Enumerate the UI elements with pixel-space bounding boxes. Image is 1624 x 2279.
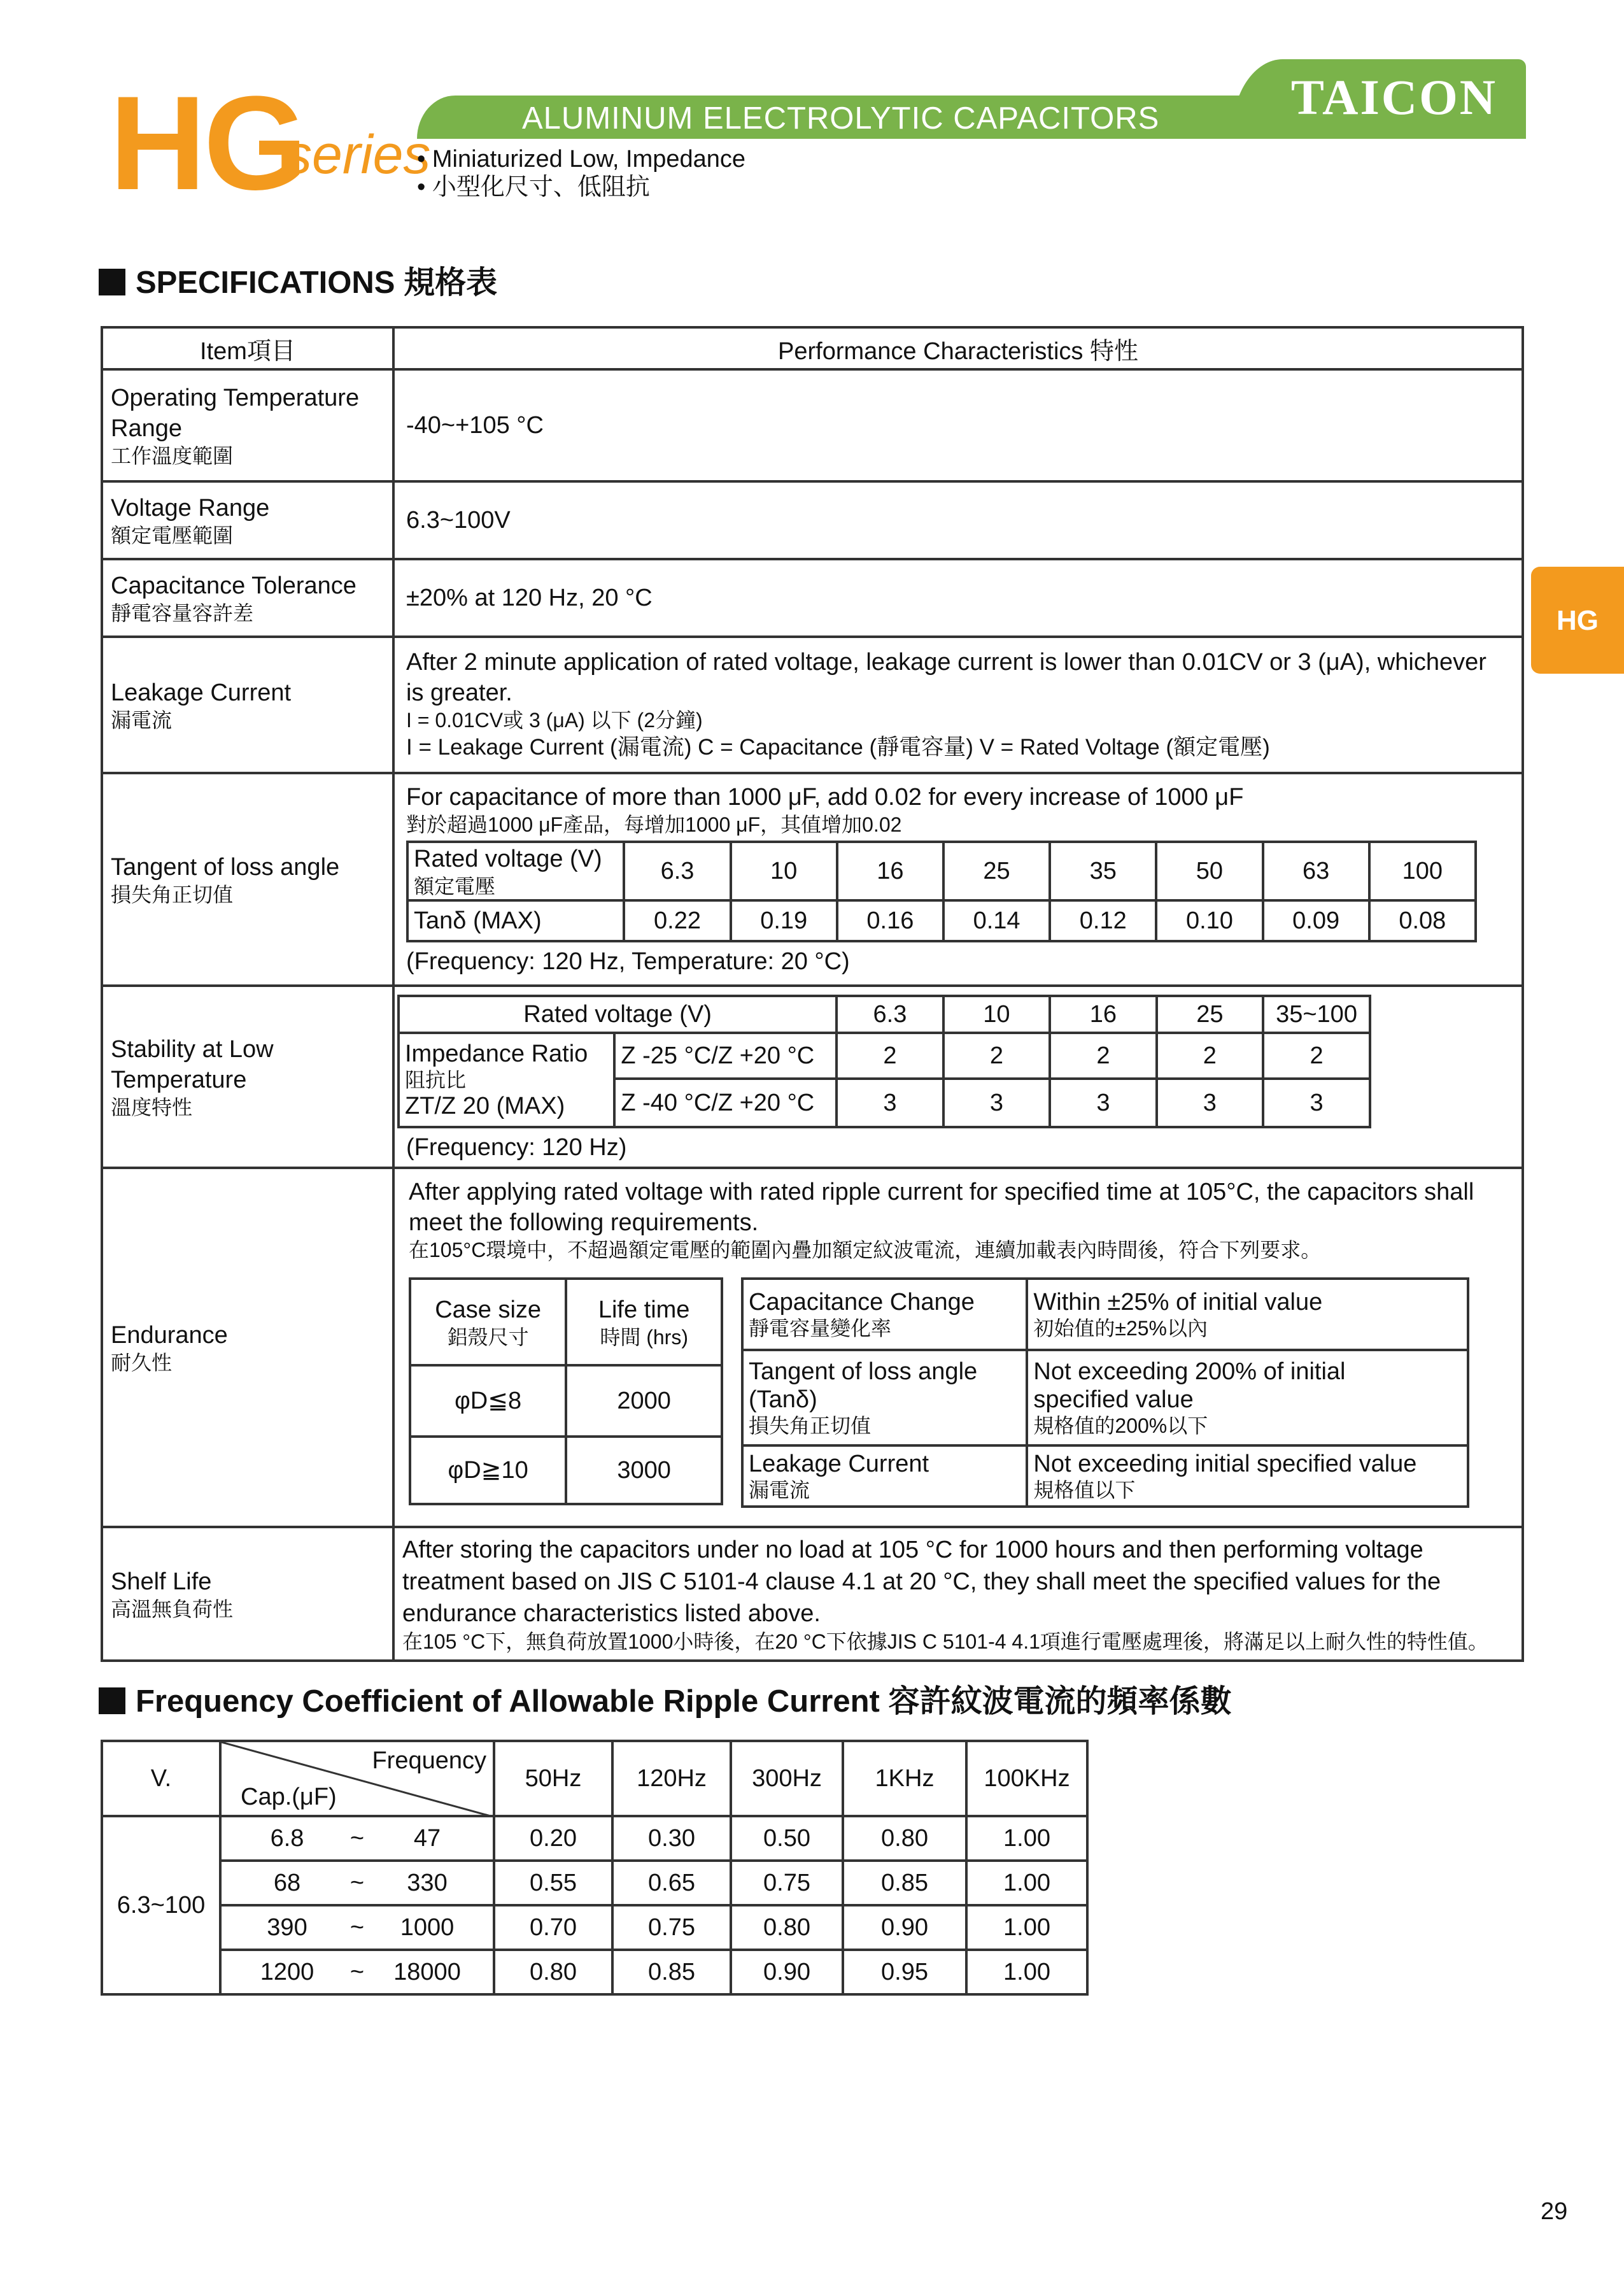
coef-value: 0.85 — [843, 1861, 966, 1905]
freq-header: 1KHz — [843, 1741, 966, 1816]
coef-value: 0.90 — [843, 1905, 966, 1950]
feature-line-1: • Miniaturized Low, Impedance — [417, 146, 746, 173]
life-time-label-cn: 時間 (hrs) — [600, 1326, 688, 1349]
endurance-requirements-table — [741, 1277, 1469, 1508]
req-value-cn: 規格值以下 — [1033, 1479, 1136, 1502]
tolerance-value: ±20% at 120 Hz, 20 °C — [393, 559, 1523, 637]
coef-value: 0.85 — [612, 1950, 731, 1994]
coef-value: 0.55 — [494, 1861, 612, 1905]
req-item: Capacitance Change — [749, 1289, 975, 1316]
shelf-text-cn: 在105 °C下，無負荷放置1000小時後，在20 °C下依據JIS C 5101-4 4.1項進行電壓處理後，將滿足以上耐久性的特性值。 — [402, 1630, 1488, 1653]
endurance-label: Endurance — [111, 1322, 228, 1349]
coef-value: 0.80 — [843, 1816, 966, 1861]
stab-imp-label: Impedance Ratio — [405, 1040, 588, 1067]
stab-row2-value: 3 — [943, 1079, 1050, 1127]
shelf-label: Shelf Life — [111, 1568, 212, 1595]
tan-voltage: 6.3 — [624, 842, 730, 900]
req-value-cn: 規格值的200%以下 — [1033, 1414, 1208, 1437]
tan-voltage: 35 — [1050, 842, 1156, 900]
cap-min: 1200 — [260, 1958, 314, 1985]
stab-row2-value: 3 — [1157, 1079, 1263, 1127]
stability-table — [397, 995, 1371, 1128]
operating-label: Operating Temperature Range — [111, 385, 360, 442]
leakage-legend: I = Leakage Current (漏電流) C = Capacitance (靜電容量) V = Rated Voltage (額定電壓) — [406, 735, 1270, 760]
life-time-label: Life time — [598, 1296, 690, 1323]
v-header: V. — [102, 1741, 220, 1816]
coef-value: 1.00 — [966, 1950, 1087, 1994]
cap-min: 390 — [267, 1913, 307, 1941]
freq-header: 300Hz — [731, 1741, 843, 1816]
cap-max: 1000 — [400, 1913, 455, 1941]
req-value: Not exceeding initial specified value — [1033, 1451, 1417, 1477]
stab-imp-label-cn: 阻抗比 — [405, 1069, 467, 1091]
side-tab-label: HG — [1557, 605, 1599, 636]
tan-value: 0.22 — [624, 900, 730, 941]
tangent-label-cn: 損失角正切值 — [111, 883, 234, 906]
cap-range — [220, 1816, 494, 1861]
shelf-text: After storing the capacitors under no load at 105 °C for 1000 hours and then performing voltage treatment based on JIS C 5101-4 clause 4.1 at 20 °C, they shall meet the specified values for the endurance characteristics listed above. — [402, 1537, 1441, 1627]
coef-value: 0.65 — [612, 1861, 731, 1905]
freq-header: 50Hz — [494, 1741, 612, 1816]
stab-row1-label: Z -25 °C/Z +20 °C — [614, 1033, 837, 1079]
row-stability-low-temperature — [102, 986, 1523, 1168]
coef-value: 0.95 — [843, 1950, 966, 1994]
tangent-note-cn: 對於超過1000 μF產品，每增加1000 μF，其值增加0.02 — [406, 813, 902, 836]
stab-voltage: 25 — [1157, 996, 1263, 1033]
leakage-text: After 2 minute application of rated voltage, leakage current is lower than 0.01CV or 3 (μA), whichever is greater. — [406, 649, 1486, 706]
freq-cap-header — [220, 1741, 494, 1816]
side-tab[interactable] — [1531, 567, 1624, 674]
stab-row1-value: 2 — [1050, 1033, 1156, 1079]
case-size: φD≧10 — [410, 1437, 566, 1504]
req-item-cn: 漏電流 — [749, 1479, 810, 1502]
tangent-frequency-note: (Frequency: 120 Hz, Temperature: 20 °C) — [406, 948, 850, 975]
endurance-label-cn: 耐久性 — [111, 1351, 173, 1374]
tan-rv-label-cn: 額定電壓 — [414, 875, 496, 898]
cap-min: 6.8 — [270, 1824, 304, 1852]
req-item: Tangent of loss angle (Tanδ) — [749, 1358, 978, 1413]
stab-voltage: 35~100 — [1263, 996, 1370, 1033]
stab-voltage: 6.3 — [837, 996, 943, 1033]
stab-voltage: 10 — [943, 996, 1050, 1033]
spec-heading-text: SPECIFICATIONS 規格表 — [136, 266, 498, 300]
case-size: φD≦8 — [410, 1365, 566, 1437]
freq-header: 100KHz — [966, 1741, 1087, 1816]
operating-label-cn: 工作溫度範圍 — [111, 444, 234, 467]
case-life-table — [409, 1277, 723, 1505]
tan-value: 0.08 — [1369, 900, 1476, 941]
stab-voltage: 16 — [1050, 996, 1156, 1033]
cap-range — [220, 1950, 494, 1994]
coef-value: 1.00 — [966, 1816, 1087, 1861]
stab-row1-value: 2 — [837, 1033, 943, 1079]
banner-title: ALUMINUM ELECTROLYTIC CAPACITORS — [522, 101, 1160, 136]
req-item-cn: 靜電容量變化率 — [749, 1317, 892, 1340]
spec-heading — [99, 265, 497, 301]
stab-row1-value: 2 — [943, 1033, 1050, 1079]
coef-value: 0.80 — [731, 1905, 843, 1950]
voltage-range-cell: 6.3~100 — [102, 1816, 220, 1994]
coef-value: 0.20 — [494, 1816, 612, 1861]
life-time: 3000 — [566, 1437, 722, 1504]
tangent-note: For capacitance of more than 1000 μF, add 0.02 for every increase of 1000 μF — [406, 784, 1244, 811]
req-value: Within ±25% of initial value — [1033, 1289, 1323, 1316]
tangent-label: Tangent of loss angle — [111, 854, 340, 881]
tan-voltage: 16 — [837, 842, 943, 900]
cap-tilde: ~ — [350, 1824, 365, 1852]
row-operating-temperature — [102, 369, 1523, 481]
tan-voltage: 50 — [1156, 842, 1262, 900]
shelf-label-cn: 高溫無負荷性 — [111, 1598, 234, 1621]
cap-tilde: ~ — [350, 1913, 365, 1941]
leakage-label: Leakage Current — [111, 679, 292, 706]
row-voltage-range — [102, 481, 1523, 559]
cap-max: 47 — [413, 1824, 441, 1852]
page-number: 29 — [1541, 2198, 1568, 2225]
ripple-heading-text: Frequency Coefficient of Allowable Ripple Current 容許紋波電流的頻率係數 — [136, 1684, 1232, 1719]
tan-value: 0.19 — [731, 900, 837, 941]
req-item: Leakage Current — [749, 1451, 929, 1477]
cap-max: 330 — [407, 1869, 448, 1896]
tan-voltage: 25 — [943, 842, 1050, 900]
stab-row2-value: 3 — [1050, 1079, 1156, 1127]
stab-zt-label: ZT/Z 20 (MAX) — [405, 1093, 565, 1119]
stab-row2-label: Z -40 °C/Z +20 °C — [614, 1079, 837, 1127]
coef-value: 1.00 — [966, 1905, 1087, 1950]
cap-label: Cap.(μF) — [241, 1784, 337, 1810]
ripple-heading — [99, 1684, 1231, 1719]
row-endurance — [102, 1168, 1523, 1527]
cap-tilde: ~ — [350, 1958, 365, 1985]
tan-value: 0.14 — [943, 900, 1050, 941]
col-header-item: Item項目 — [102, 327, 393, 369]
feature-line-2: • 小型化尺寸、低阻抗 — [417, 174, 650, 201]
endurance-intro: After applying rated voltage with rated ripple current for specified time at 105°C, the capacitors shall meet the following requirements. — [409, 1179, 1474, 1236]
coef-value: 0.70 — [494, 1905, 612, 1950]
stab-row2-value: 3 — [837, 1079, 943, 1127]
cap-range — [220, 1905, 494, 1950]
ripple-coefficient-table — [101, 1740, 1089, 1996]
case-size-label-cn: 鋁殼尺寸 — [447, 1326, 529, 1349]
stability-label: Stability at Low Temperature — [111, 1036, 274, 1093]
row-shelf-life — [102, 1527, 1523, 1661]
voltage-label-cn: 額定電壓範圍 — [111, 524, 234, 547]
operating-value: -40~+105 °C — [393, 369, 1523, 481]
tan-rv-label: Rated voltage (V) — [414, 846, 602, 872]
tan-voltage: 100 — [1369, 842, 1476, 900]
col-header-performance: Performance Characteristics 特性 — [393, 327, 1523, 369]
row-tangent-loss-angle — [102, 773, 1523, 986]
req-value-cn: 初始值的±25%以內 — [1033, 1317, 1208, 1340]
specifications-table — [101, 326, 1524, 1662]
coef-value: 0.75 — [612, 1905, 731, 1950]
stab-row1-value: 2 — [1263, 1033, 1370, 1079]
stab-rv-label: Rated voltage (V) — [399, 996, 837, 1033]
leakage-label-cn: 漏電流 — [111, 709, 173, 732]
brand-logo: TAICON — [1290, 69, 1498, 125]
tan-voltage: 63 — [1263, 842, 1369, 900]
tolerance-label: Capacitance Tolerance — [111, 572, 357, 599]
tangent-table — [406, 841, 1477, 942]
frequency-label: Frequency — [372, 1747, 486, 1774]
coef-value: 0.50 — [731, 1816, 843, 1861]
tan-voltage: 10 — [731, 842, 837, 900]
freq-header: 120Hz — [612, 1741, 731, 1816]
case-size-label: Case size — [435, 1296, 542, 1323]
req-value: Not exceeding 200% of initial specified value — [1033, 1358, 1346, 1413]
tan-value: 0.16 — [837, 900, 943, 941]
voltage-value: 6.3~100V — [393, 481, 1523, 559]
tolerance-label-cn: 靜電容量容許差 — [111, 602, 254, 625]
leakage-formula-cn: I = 0.01CV或 3 (μA) 以下 (2分鐘) — [406, 709, 703, 732]
stability-frequency-note: (Frequency: 120 Hz) — [406, 1134, 627, 1161]
square-bullet-icon — [99, 269, 125, 295]
cap-min: 68 — [273, 1869, 301, 1896]
life-time: 2000 — [566, 1365, 722, 1437]
series-word: series — [285, 124, 431, 185]
cap-tilde: ~ — [350, 1869, 365, 1896]
coef-value: 1.00 — [966, 1861, 1087, 1905]
row-capacitance-tolerance — [102, 559, 1523, 637]
stab-row1-value: 2 — [1157, 1033, 1263, 1079]
row-leakage-current — [102, 637, 1523, 773]
coef-value: 0.75 — [731, 1861, 843, 1905]
tan-value: 0.12 — [1050, 900, 1156, 941]
stab-row2-value: 3 — [1263, 1079, 1370, 1127]
cap-range — [220, 1861, 494, 1905]
coef-value: 0.30 — [612, 1816, 731, 1861]
tan-value: 0.10 — [1156, 900, 1262, 941]
series-code: HG — [109, 68, 305, 218]
stability-label-cn: 溫度特性 — [111, 1096, 193, 1119]
coef-value: 0.90 — [731, 1950, 843, 1994]
tan-value: 0.09 — [1263, 900, 1369, 941]
coef-value: 0.80 — [494, 1950, 612, 1994]
voltage-label: Voltage Range — [111, 495, 270, 522]
cap-max: 18000 — [393, 1958, 461, 1985]
endurance-intro-cn: 在105°C環境中，不超過額定電壓的範圍內疊加額定紋波電流，連續加載表內時間後，符合下列要求。 — [409, 1239, 1322, 1261]
tan-max-label: Tanδ (MAX) — [407, 900, 624, 941]
req-item-cn: 損失角正切值 — [749, 1414, 872, 1437]
square-bullet-icon — [99, 1687, 125, 1714]
